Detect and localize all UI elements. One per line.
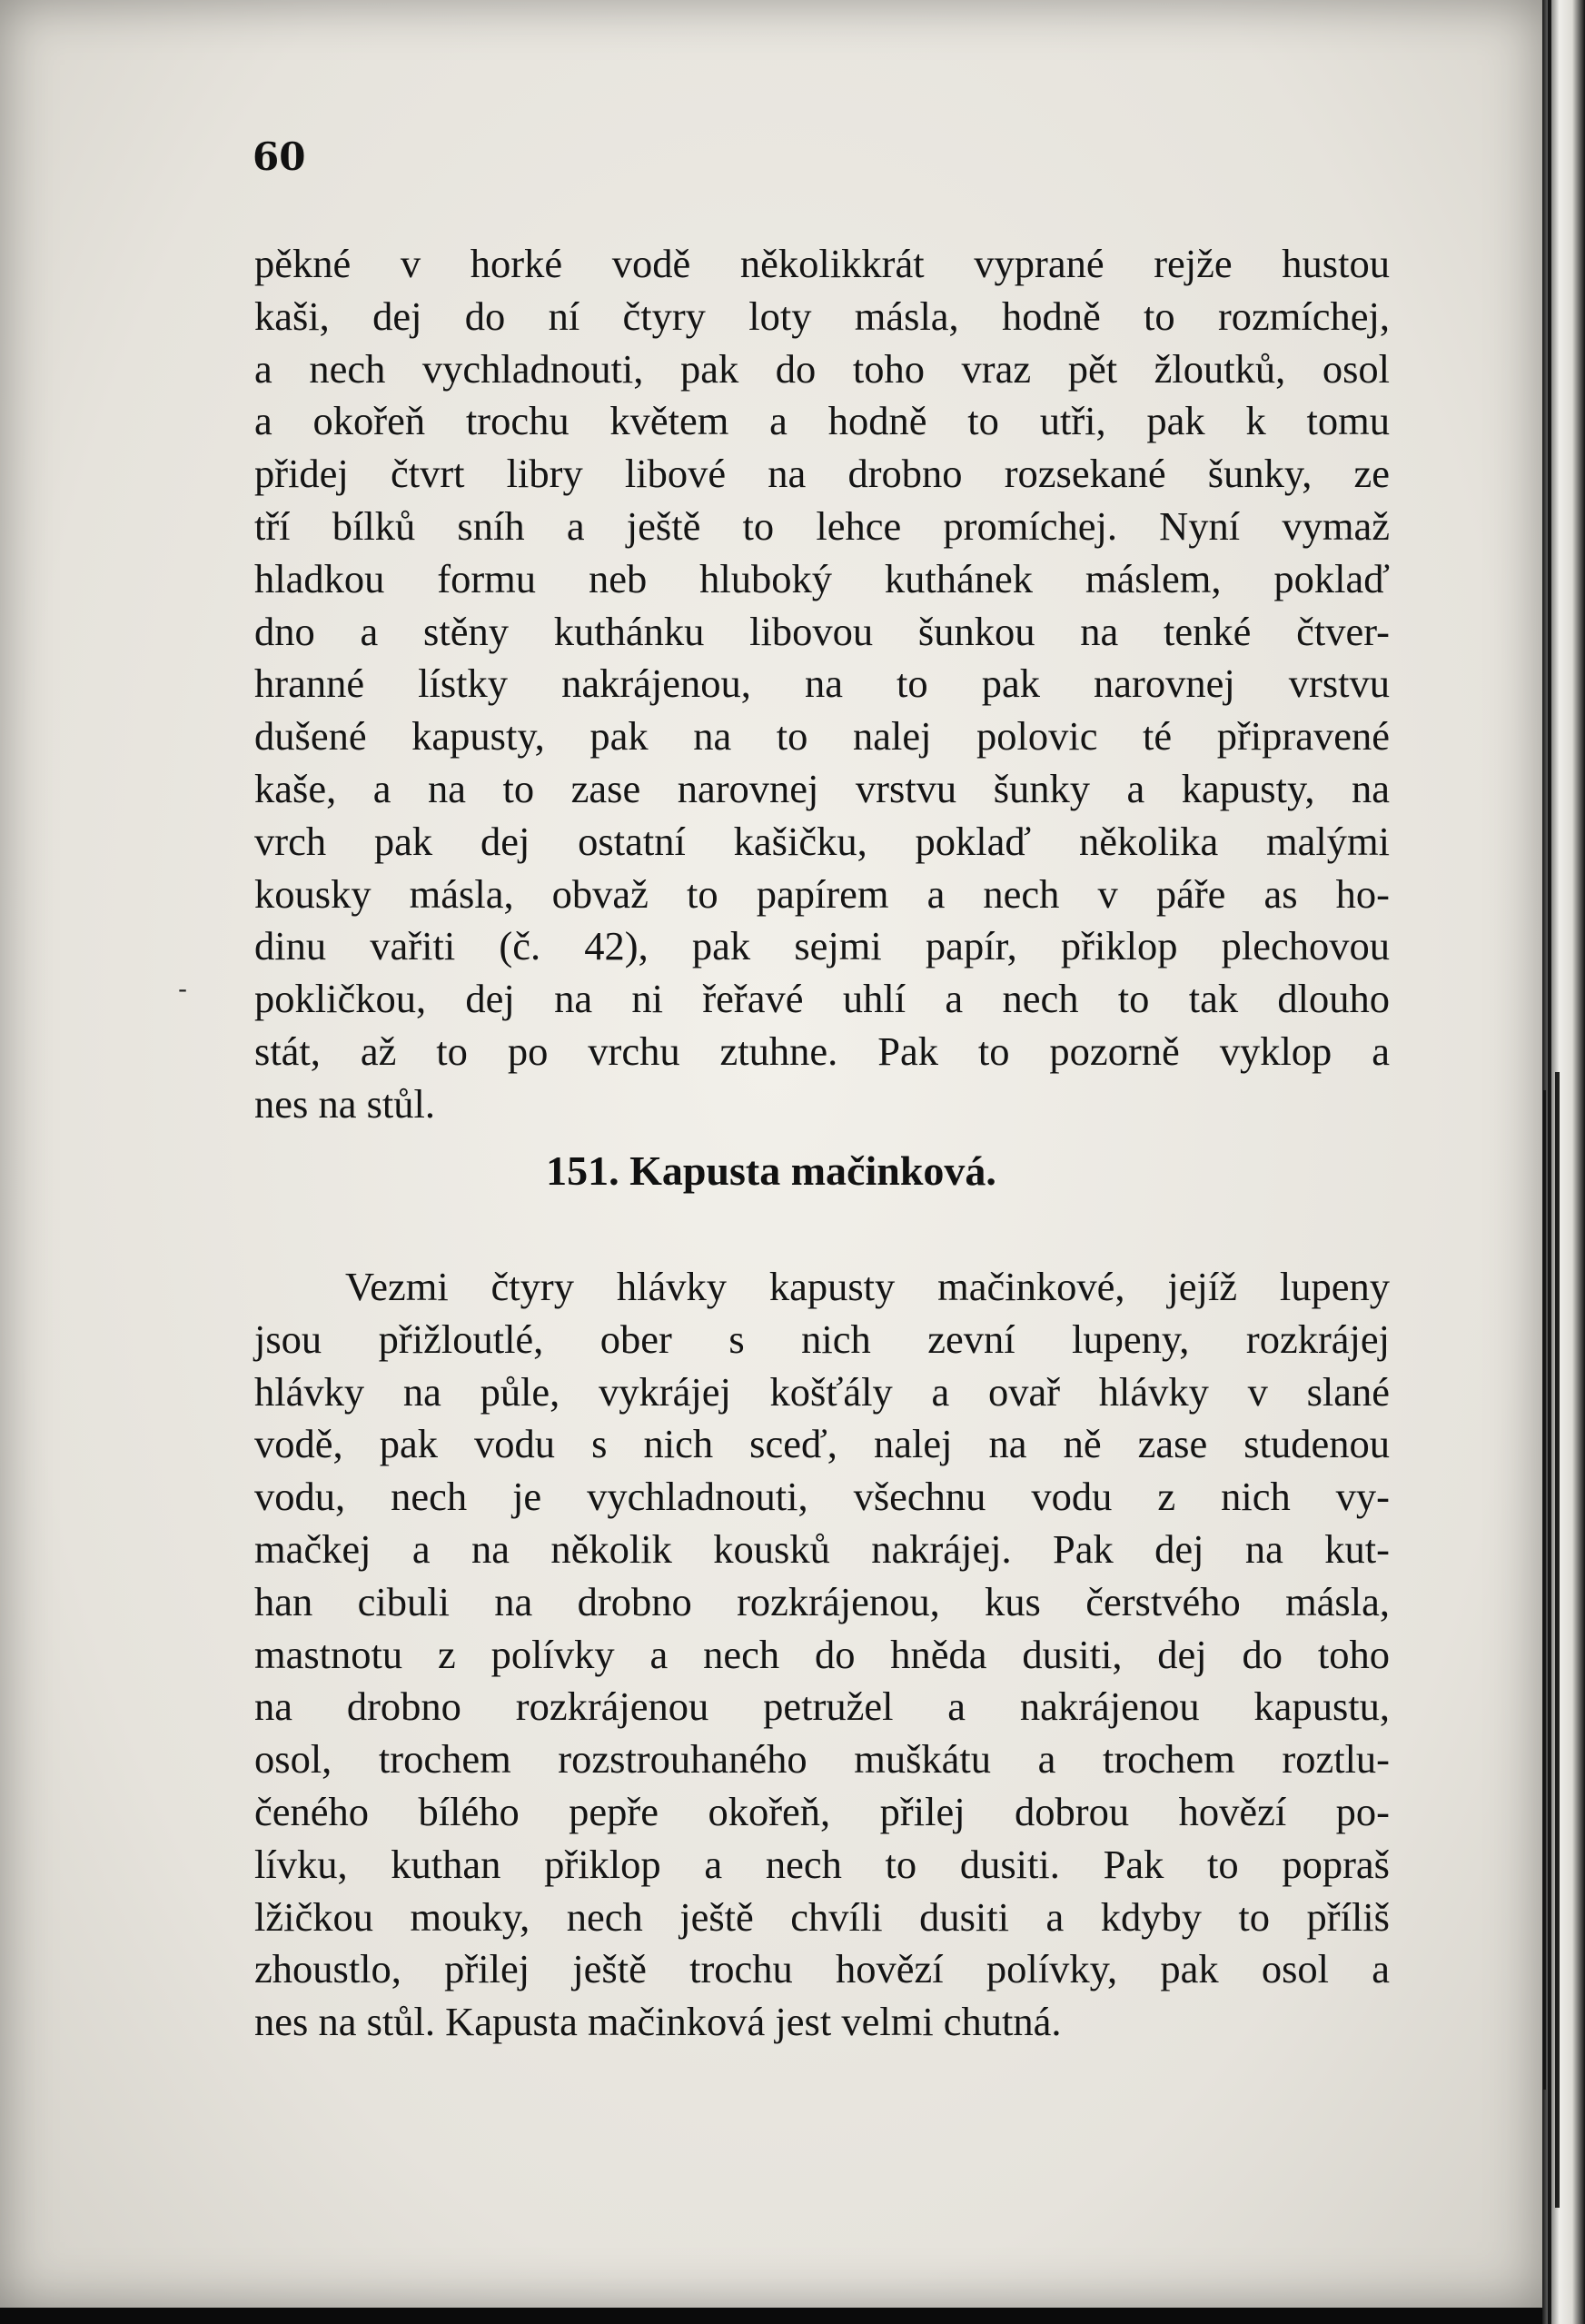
text-line: dno a stěny kuthánku libovou šunkou na tenké čtver- bbox=[254, 608, 1390, 654]
text-line: kaši, dej do ní čtyry loty másla, hodně to rozmíchej, bbox=[254, 293, 1390, 339]
text-line: nes na stůl. bbox=[254, 1080, 435, 1127]
margin-dash-mark: - bbox=[178, 974, 188, 1004]
text-line: vodě, pak vodu s nich sceď, nalej na ně zase studenou bbox=[254, 1421, 1390, 1467]
text-line: hladkou formu neb hluboký kuthánek máslem, poklaď bbox=[254, 555, 1390, 601]
text-line: zhoustlo, přilej ještě trochu hovězí polívky, pak osol a bbox=[254, 1946, 1390, 1992]
text-line: přidej čtvrt libry libové na drobno rozsekané šunky, ze bbox=[254, 451, 1390, 497]
text-line: hranné lístky nakrájenou, na to pak narovnej vrstvu bbox=[254, 660, 1390, 707]
text-line: tří bílků sníh a ještě to lehce promíchej. Nyní vymaž bbox=[254, 502, 1390, 549]
recipe-paragraph-continued bbox=[254, 238, 1390, 1131]
text-line: jsou přižloutlé, ober s nich zevní lupeny, rozkrájej bbox=[254, 1316, 1390, 1362]
text-line: Vezmi čtyry hlávky kapusty mačinkové, jejíž lupeny bbox=[345, 1264, 1390, 1309]
text-line: pěkné v horké vodě několikkrát vyprané rejže hustou bbox=[254, 241, 1390, 286]
text-line: lžičkou mouky, nech ještě chvíli dusiti a kdyby to příliš bbox=[254, 1893, 1390, 1940]
edge-line-1 bbox=[1548, 0, 1551, 2324]
text-line: han cibuli na drobno rozkrájenou, kus čerstvého másla, bbox=[254, 1578, 1390, 1624]
text-line: a okořeň trochu květem a hodně to utři, pak k tomu bbox=[254, 398, 1390, 444]
page-edge bbox=[1542, 0, 1585, 2324]
text-line: mastnotu z polívky a nech do hněda dusiti, dej do toho bbox=[254, 1631, 1390, 1677]
page-number: 60 bbox=[253, 134, 306, 179]
text-line: lívku, kuthan přiklop a nech to dusiti. Pak to popraš bbox=[254, 1841, 1390, 1887]
text-line: stát, až to po vrchu ztuhne. Pak to pozorně vyklop a bbox=[254, 1028, 1390, 1074]
recipe-paragraph-kapusta bbox=[254, 1261, 1390, 2049]
text-line: na drobno rozkrájenou petružel a nakrájenou kapustu, bbox=[254, 1683, 1390, 1730]
text-line: vodu, nech je vychladnouti, všechnu vodu z nich vy- bbox=[254, 1474, 1390, 1520]
text-line: a nech vychladnouti, pak do toho vraz pět žloutků, osol bbox=[254, 345, 1390, 392]
text-line: vrch pak dej ostatní kašičku, poklaď několika malými bbox=[254, 818, 1390, 864]
text-line: kaše, a na to zase narovnej vrstvu šunky a kapusty, na bbox=[254, 765, 1390, 811]
text-line: dušené kapusty, pak na to nalej polovic té připravené bbox=[254, 713, 1390, 760]
text-line: nes na stůl. Kapusta mačinková jest velmi chutná. bbox=[254, 1999, 1062, 2045]
text-line: osol, trochem rozstrouhaného muškátu a trochem roztlu- bbox=[254, 1736, 1390, 1783]
text-line: hlávky na půle, vykrájej košťály a ovař hlávky v slané bbox=[254, 1368, 1390, 1415]
text-line: čeného bílého pepře okořeň, přilej dobrou hovězí po- bbox=[254, 1788, 1390, 1834]
text-line: pokličkou, dej na ni řeřavé uhlí a nech to tak dlouho bbox=[254, 976, 1390, 1022]
text-line: mačkej a na několik kousků nakrájej. Pak dej na kut- bbox=[254, 1525, 1390, 1572]
recipe-heading: 151. Kapusta mačinková. bbox=[546, 1147, 996, 1194]
edge-line-2 bbox=[1555, 1072, 1560, 2208]
text-line: dinu vařiti (č. 42), pak sejmi papír, přiklop plechovou bbox=[254, 923, 1390, 969]
text-line: kousky másla, obvaž to papírem a nech v páře as ho- bbox=[254, 870, 1390, 917]
edge-line-3 bbox=[1543, 1090, 1546, 2090]
